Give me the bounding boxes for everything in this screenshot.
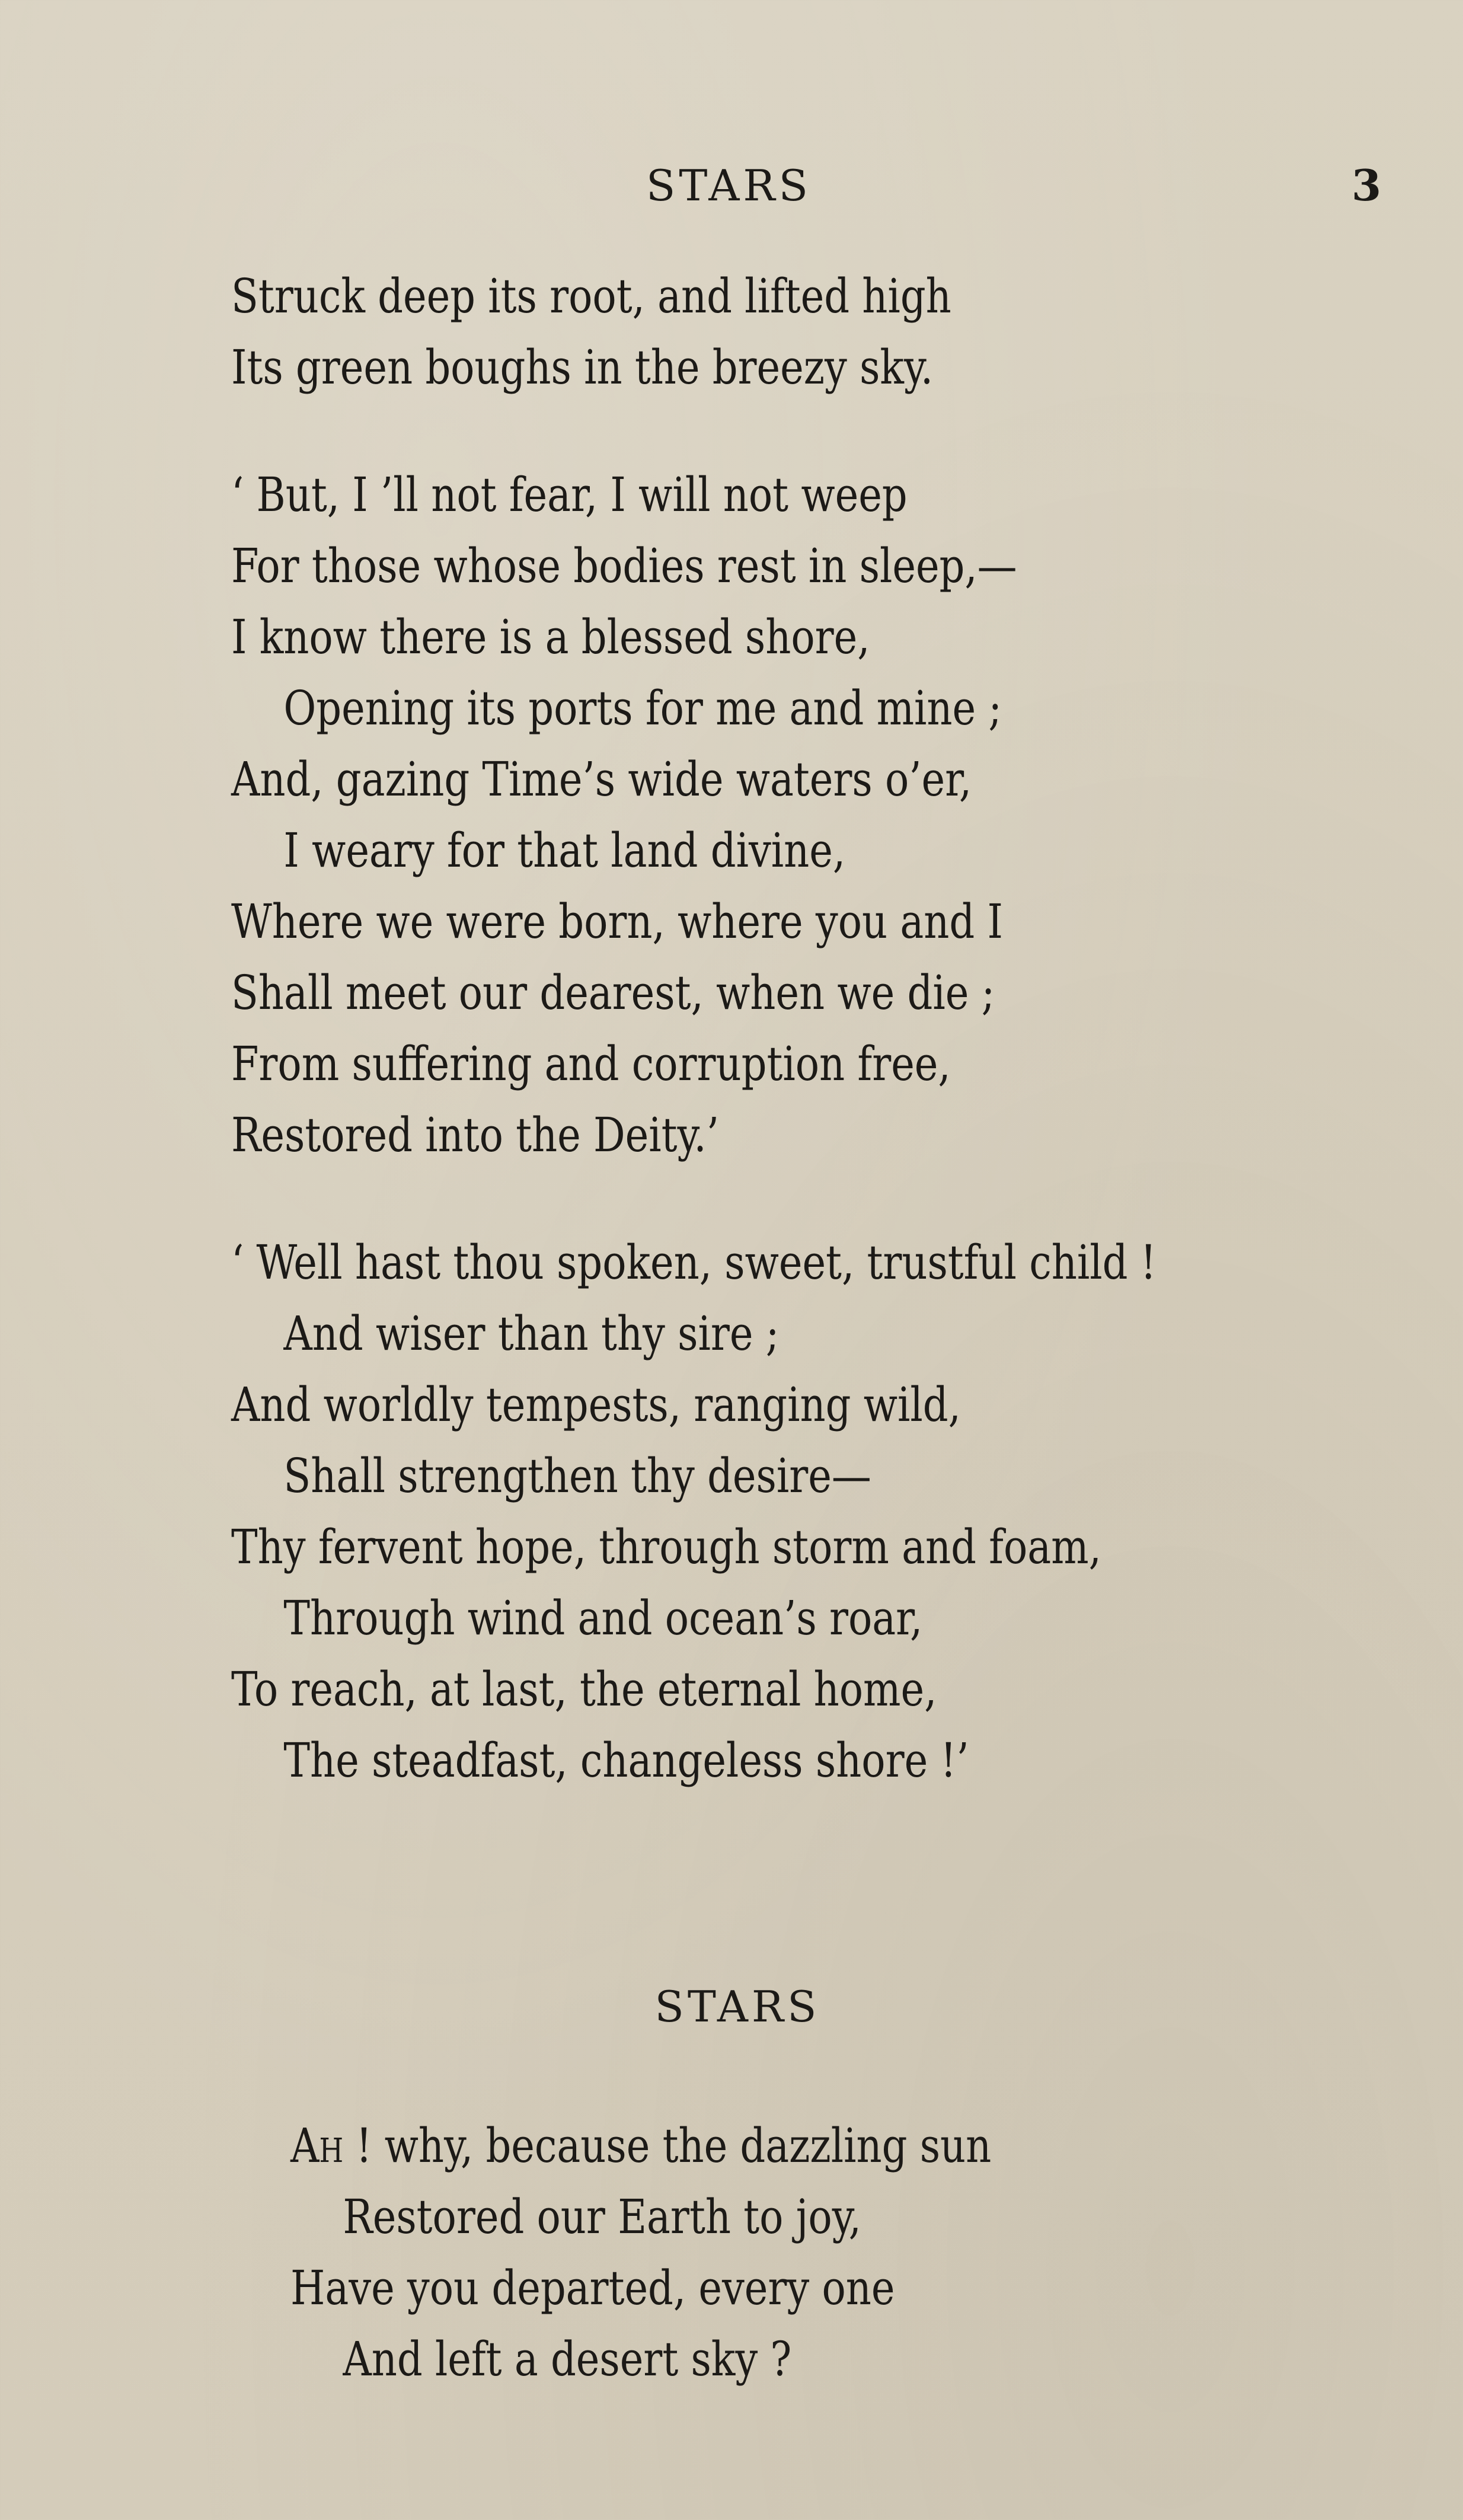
stanza-3	[231, 1227, 1417, 1796]
poem-title	[0, 1974, 1463, 2039]
running-head	[0, 153, 1463, 218]
verse-line: Struck deep its root, and lifted high	[231, 269, 951, 324]
verse-line: Its green boughs in the breezy sky.	[231, 340, 934, 395]
verse-line-indented: Opening its ports for me and mine ;	[283, 681, 1002, 736]
verse-line: To reach, at last, the eternal home,	[231, 1662, 937, 1717]
verse-line: I know there is a blessed shore,	[231, 609, 870, 665]
verse-line: Shall meet our dearest, when we die ;	[231, 965, 995, 1020]
verse-line: Restored into the Deity.’	[231, 1107, 719, 1162]
verse-line-indented: I weary for that land divine,	[283, 823, 846, 878]
verse-line: Where we were born, where you and I	[231, 894, 1003, 949]
first-line-rest: ! why, because the dazzling sun	[343, 2118, 992, 2173]
verse-line-indented: Shall strengthen thy desire—	[283, 1448, 871, 1503]
poem-title-text: STARS	[654, 1982, 820, 2032]
verse-line: For those whose bodies rest in sleep,—	[231, 538, 1017, 593]
running-title: STARS	[646, 161, 812, 210]
verse-line-indented: And wiser than thy sire ;	[283, 1306, 780, 1361]
verse-line-indented: Through wind and ocean’s roar,	[283, 1590, 923, 1646]
verse-line: Thy fervent hope, through storm and foam,	[231, 1519, 1101, 1574]
verse-line-indented: Restored our Earth to joy,	[343, 2189, 861, 2244]
verse-line-first	[290, 2110, 1393, 2182]
opening-word-smallcaps: Ah	[290, 2118, 344, 2173]
verse-line: And, gazing Time’s wide waters o’er,	[231, 752, 972, 807]
continued-poem	[231, 261, 1417, 1853]
stanza-2	[231, 459, 1417, 1171]
verse-line: ‘ Well hast thou spoken, sweet, trustful child !	[231, 1235, 1157, 1290]
verse-line: ‘ But, I ’ll not fear, I will not weep	[231, 467, 908, 522]
stanza-1	[231, 261, 1417, 403]
verse-line: Have you departed, every one	[290, 2260, 895, 2315]
page-number: 3	[1352, 160, 1382, 210]
verse-line: From suffering and corruption free,	[231, 1036, 951, 1091]
verse-line-indented: And left a desert sky ?	[343, 2331, 792, 2387]
new-poem	[290, 2110, 1463, 2395]
verse-line-indented: The steadfast, changeless shore !’	[283, 1733, 969, 1788]
verse-line: And worldly tempests, ranging wild,	[231, 1377, 961, 1432]
